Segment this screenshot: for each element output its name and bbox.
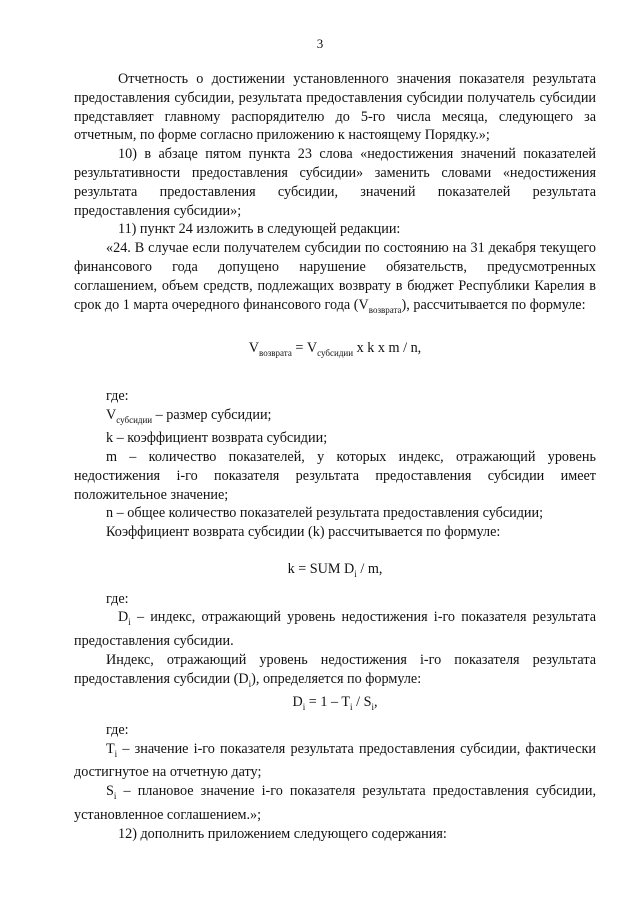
formula-d-a: D [292,694,303,711]
paragraph-item-10: 10) в абзаце пятом пункта 23 слова «недостижения значений показателей результативности предоставления субсидии» заменить словами «недостижения результата предоставления субсидии, значений показателей результата предоставления субсидии»; [74,146,596,219]
formula-d [74,693,596,717]
formula-eq: = V [291,340,318,357]
where-label-2: где: [106,590,129,607]
definition-n: n – общее количество показателей результата предоставления субсидии; [106,505,544,522]
def-d-sub: i [128,617,131,628]
index-intro [74,651,596,693]
where-label-3: где: [106,721,129,738]
paragraph-item-12: 12) дополнить приложением следующего содержания: [118,825,447,842]
formula-v-sub: возврата [259,348,292,359]
def-v-text: – размер субсидии; [152,406,272,423]
formula-d-c-sub: i [371,702,374,713]
definition-s [74,782,596,824]
def-t-symbol: T [106,740,115,757]
index-sub: i [248,678,252,689]
def-d-text: – индекс, отражающий уровень недостижения i-го показателя результата предоставления субсидии. [74,609,596,650]
formula-k-tail: / m, [356,561,383,578]
page-number: 3 [316,36,324,51]
definition-k: k – коэффициент возврата субсидии; [106,430,328,447]
def-s-sub: i [113,790,117,801]
def-v-sub: субсидии [116,414,153,425]
index-text: Индекс, отражающий уровень недостижения i-го показателя результата предоставления субсидии (D [74,651,596,687]
index-tail: ), определяется по формуле: [251,670,422,687]
formula-rhs: x k x m / n, [353,340,422,357]
paragraph-item-24-text: «24. В случае если получателем субсидии по состоянию на 31 декабря текущего финансового года допущено нарушение обязательств, предусмотренных соглашением, объем средств, подлежащих возврату в бюджет Республики Карелия в срок до 1 марта очередного финансового года (V [74,240,596,313]
definition-t [74,740,596,782]
formula-v-return [74,339,596,363]
definition-d [74,608,596,650]
formula-vsub-sub: субсидии [317,348,354,359]
k-formula-intro: Коэффициент возврата субсидии (k) рассчитывается по формуле: [106,524,501,541]
formula-v: V [248,340,260,357]
formula-d-b-sub: i [350,702,353,713]
paragraph-item-11: 11) пункт 24 изложить в следующей редакции: [118,221,401,238]
paragraph-item-24-tail: ), рассчитывается по формуле: [401,296,586,313]
document-body [74,70,596,843]
def-t-text: – значение i-го показателя результата предоставления субсидии, фактически достигнутое на отчетную дату; [74,740,596,781]
formula-k-sub: i [354,568,357,579]
formula-d-a-sub: i [302,702,306,713]
formula-d-d: , [373,694,378,711]
def-s-text: – плановое значение i-го показателя результата предоставления субсидии, установленное соглашением.»; [74,783,596,823]
formula-k-text: k = SUM D [287,561,355,578]
paragraph-report: Отчетность о достижении установленного значения показателя результата предоставления субсидии, результата предоставления субсидии получатель субсидии представляет главному распорядителю до 5-го числа месяца, следующего за отчетным, по форме согласно приложению к настоящему Порядку.»; [74,71,596,144]
where-label-1: где: [106,387,129,404]
paragraph-item-24 [74,239,596,319]
formula-k [74,560,596,584]
definition-v-subsidy [74,406,596,430]
formula-d-b: = 1 – T [305,694,351,711]
def-s-symbol: S [106,783,114,800]
def-v-symbol: V [106,406,117,423]
def-t-sub: i [114,748,118,759]
v-return-subscript: возврата [368,304,402,315]
formula-d-c: / S [352,694,372,711]
definition-m: m – количество показателей, у которых индекс, отражающий уровень недостижения i-го показателя результата предоставления субсидии имеет положительное значение; [74,449,596,503]
def-d-symbol: D [118,609,129,626]
